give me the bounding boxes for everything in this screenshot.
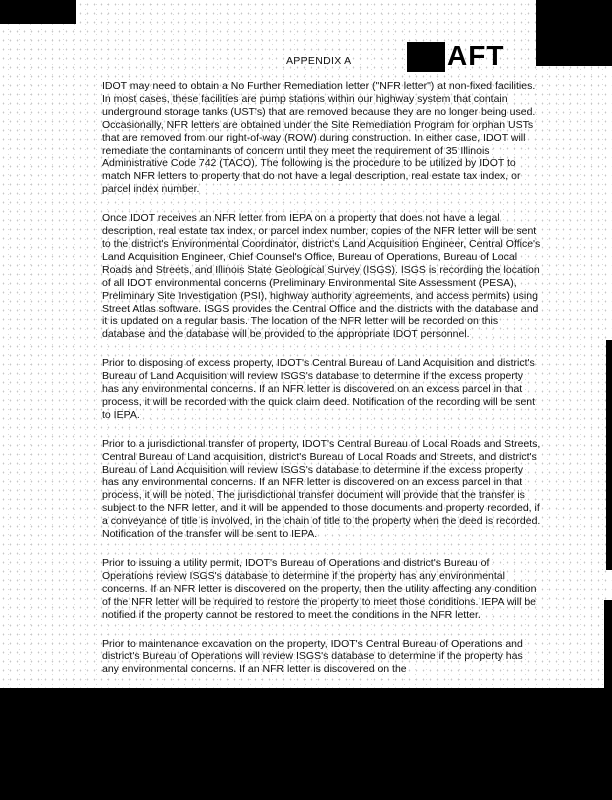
scan-artifact-bottom-bar (0, 688, 612, 800)
scan-artifact-top-left (0, 0, 76, 24)
paragraph-maintenance-excavation: Prior to maintenance excavation on the property, IDOT's Central Bureau of Operations and district's Bureau of Operations will review ISGS's database to determine if the property has any environmental concerns. If an NFR letter is discovered on the (102, 637, 523, 676)
paragraph-nfr-intro: IDOT may need to obtain a No Further Remediation letter ("NFR letter") at non-fixed facilities. In most cases, these facilities are pump stations within our highway system that contain underground storage tanks (UST's) that are removed because they are no longer being used. Occasionally, NFR letters are obtained under the Site Remediation Program for orphan USTs that are removed from our right-of-way (ROW) during construction. In either case, IDOT will remediate the contaminants of concern until they meet the requirement of 35 Illinois Administrative Code 742 (TACO). The following is the procedure to be utilized by IDOT to match NFR letters to property that do not have a legal description, real estate tax index, or parcel index number. (102, 80, 536, 196)
draft-stamp-text: AFT (447, 40, 505, 71)
appendix-label: APPENDIX A (286, 55, 352, 67)
document-body (102, 80, 542, 692)
paragraph-jurisdictional-transfer: Prior to a jurisdictional transfer of property, IDOT's Central Bureau of Local Roads and Streets, Central Bureau of Land acquisition, district's Bureau of Local Roads and Streets, and district's Bureau of Land Acquisition will review ISGS's database to determine if the excess property has any environmental concerns. If an NFR letter is discovered on an excess parcel in that process, it will be noted. The jurisdictional transfer document will provide that the transfer is subject to the NFR letter, and it will be appended to those documents and property recorded, if a conveyance of title is involved, in the chain of title to the property when the deed is recorded. Notification of the transfer will be sent to IEPA. (102, 437, 541, 541)
paragraph-utility-permit: Prior to issuing a utility permit, IDOT's Bureau of Operations and district's Bureau of Operations review ISGS's database to determine if the property has any environmental concerns. If an NFR letter is discovered on the property, then the utility affecting any condition of the NFR letter will be required to restore the property to meet those conditions. IEPA will be notified if the property cannot be restored to meet the conditions in the NFR letter. (102, 557, 537, 621)
paragraph-excess-property: Prior to disposing of excess property, IDOT's Central Bureau of Land Acquisition and district's Bureau of Land Acquisition will review ISGS's database to determine if the excess property has any environmental concerns. If an NFR letter is discovered on an excess parcel in that process, it will be recorded with the quick claim deed. Notification of the recording will be sent to IEPA. (102, 357, 536, 421)
scan-artifact-top-right (536, 0, 612, 66)
paragraph-nfr-receipt: Once IDOT receives an NFR letter from IEPA on a property that does not have a legal description, real estate tax index, or parcel index number, copies of the NFR letter will be sent to the district's Environmental Coordinator, district's Land Acquisition Engineer, Central Office's Land Acquisition Engineer, Chief Counsel's Office, Bureau of Operations, Bureau of Local Roads and Streets, and Illinois State Geological Survey (ISGS). ISGS is recording the location of all IDOT environmental concerns (Preliminary Environmental Site Assessment (PESA), Preliminary Site Investigation (PSI), highway authority agreements, and access permits) using Street Atlas software. ISGS provides the Central Office and the districts with the database and it is updated on a regular basis. The location of the NFR letter will be recorded on this database and the database will be provided to the appropriate IDOT personnel. (102, 212, 541, 341)
draft-stamp (409, 40, 504, 72)
scan-artifact-right-edge (606, 340, 612, 570)
scan-artifact-right-edge-lower (604, 600, 612, 690)
